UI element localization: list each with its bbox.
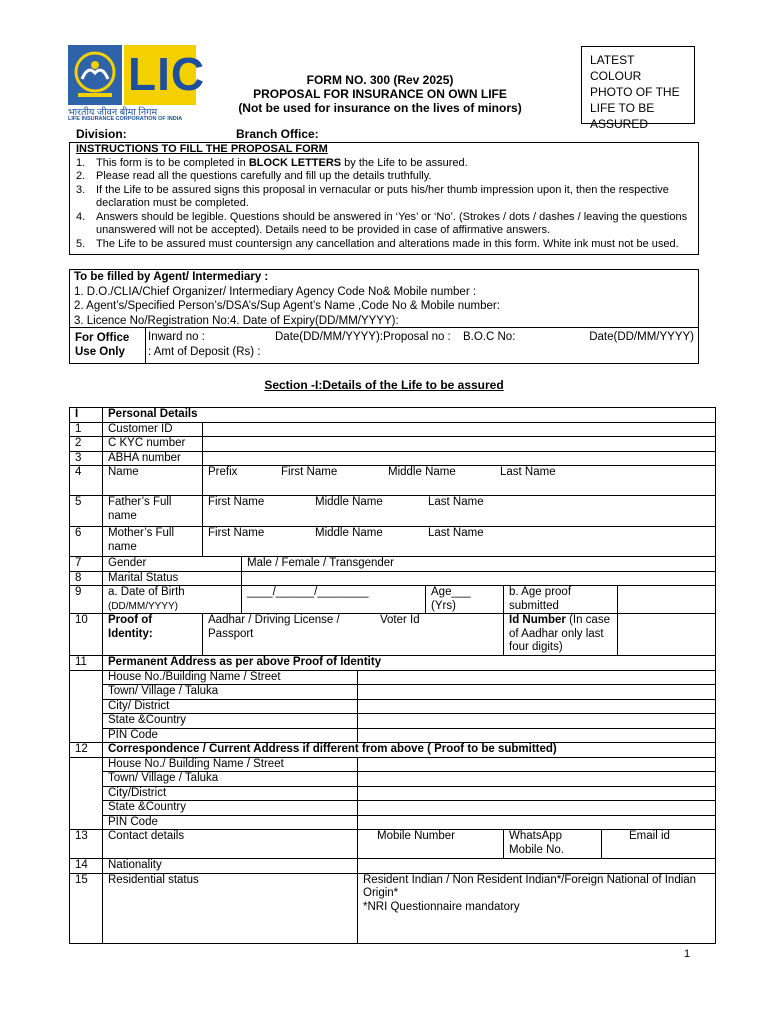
instruction-item: 1. This form is to be completed in BLOCK LETTERS by the Life to be assured. (76, 156, 468, 169)
table-row: 13 Contact details Mobile Number WhatsApp Mobile No. Email id (70, 830, 716, 859)
instruction-item: 4. Answers should be legible. Questions should be answered in ‘Yes’ or ‘No’. (Strokes / dots / dashes / leaving the questions unanswered will not be accepted). Details need to be provided in case of affirmative answers. (76, 210, 688, 236)
instruction-item: 5. The Life to be assured must countersign any cancellation and alterations made in this form. White ink must not be used. (76, 237, 679, 250)
corr-house-field[interactable] (358, 757, 716, 772)
page-number: 1 (684, 948, 691, 960)
section-title: Section -I:Details of the Life to be assured (264, 378, 504, 392)
office-use-fields[interactable] (148, 330, 694, 359)
table-row: PIN Code (70, 728, 716, 743)
table-row: State &Country (70, 801, 716, 816)
table-row: 6 Mother’s Full name First Name Middle Name Last Name (70, 527, 716, 557)
dob-field[interactable]: ____/______/________ (242, 586, 426, 614)
lic-hindi-name: भारतीय जीवन बीमा निगम (68, 107, 158, 118)
table-row: Town/ Village / Taluka (70, 772, 716, 787)
mother-name-field[interactable]: First Name Middle Name Last Name (203, 527, 716, 557)
email-field[interactable]: Email id (602, 830, 716, 859)
lic-wordmark-block (124, 45, 206, 105)
corr-town-field[interactable] (358, 772, 716, 787)
abha-field[interactable] (203, 451, 716, 466)
instructions-box (69, 142, 699, 255)
boc-no-label: B.O.C No: (463, 331, 516, 343)
lic-logo (68, 45, 206, 122)
corr-city-field[interactable] (358, 786, 716, 801)
form-number: FORM NO. 300 (Rev 2025) (306, 73, 454, 87)
lic-wordmark: LIC (128, 48, 206, 100)
gender-field[interactable]: Male / Female / Transgender (242, 557, 716, 572)
age-field[interactable]: Age___ (Yrs) (426, 586, 504, 614)
table-row: PIN Code (70, 815, 716, 830)
table-row: 8 Marital Status (70, 571, 716, 586)
agent-line-3[interactable]: 3. Licence No/Registration No:4. Date of Expiry(DD/MM/YYYY): (74, 314, 399, 327)
corr-state-field[interactable] (358, 801, 716, 816)
inward-no-label: Inward no : (148, 331, 205, 343)
lic-emblem-icon (68, 45, 122, 105)
agent-box (69, 269, 699, 328)
personal-details-table (69, 407, 715, 944)
agent-line-2[interactable]: 2. Agent’s/Specified Person’s/DSA’s/Sup Agent’s Name ,Code No & Mobile number: (74, 300, 500, 312)
instruction-item: 3. If the Life to be assured signs this proposal in vernacular or puts his/her thumb impression upon it, then the respective declaration must be completed. (76, 183, 669, 209)
id-number-field[interactable] (618, 614, 716, 656)
instruction-item: 2. Please read all the questions carefully and fill up the details truthfully. (76, 170, 432, 182)
table-row: 11 Permanent Address as per above Proof of Identity (70, 656, 716, 671)
whatsapp-field[interactable]: WhatsApp Mobile No. (504, 830, 602, 859)
nationality-field[interactable] (358, 859, 716, 874)
lic-english-name: LIFE INSURANCE CORPORATION OF INDIA (68, 116, 183, 122)
division-label: Division: (76, 127, 127, 141)
form-title: PROPOSAL FOR INSURANCE ON OWN LIFE (253, 87, 507, 101)
table-row: 12 Correspondence / Current Address if different from above ( Proof to be submitted) (70, 743, 716, 758)
age-proof-field[interactable] (618, 586, 716, 614)
agent-title: To be filled by Agent/ Intermediary : (74, 271, 269, 283)
table-row: 5 Father’s Full name First Name Middle Name Last Name (70, 496, 716, 527)
table-row: 14 Nationality (70, 859, 716, 874)
father-name-field[interactable]: First Name Middle Name Last Name (203, 496, 716, 527)
table-row: 2 C KYC number (70, 437, 716, 452)
marital-status-field[interactable] (242, 571, 716, 586)
table-row: City/ District (70, 699, 716, 714)
table-row: 10 Proof of Identity: Aadhar / Driving License / Voter Id Passport Id Number (In case of Aadhar only last four digits) (70, 614, 716, 656)
table-row: Town/ Village / Taluka (70, 685, 716, 700)
mobile-number-field[interactable]: Mobile Number (358, 830, 504, 859)
corr-pin-field[interactable] (358, 815, 716, 830)
identity-proof-field[interactable]: Aadhar / Driving License / Voter Id Passport (203, 614, 504, 656)
office-use-label: For Office Use Only (70, 328, 146, 363)
perm-house-field[interactable] (358, 670, 716, 685)
office-use-box (69, 328, 699, 364)
perm-pin-field[interactable] (358, 728, 716, 743)
table-row: 3 ABHA number (70, 451, 716, 466)
proposal-date-label: Date(DD/MM/YYYY):Proposal no : (275, 331, 451, 343)
customer-id-field[interactable] (203, 422, 716, 437)
table-row: State &Country (70, 714, 716, 729)
table-row: 9 a. Date of Birth (DD/MM/YYYY) ____/______/________ Age___ (Yrs) b. Age proof submitted (70, 586, 716, 614)
table-row: House No./Building Name / Street (70, 670, 716, 685)
table-header-row: I Personal Details (70, 408, 716, 423)
perm-city-field[interactable] (358, 699, 716, 714)
residential-status-field[interactable]: Resident Indian / Non Resident Indian*/Foreign National of Indian Origin* *NRI Questionnaire mandatory (358, 873, 716, 943)
table-row: 15 Residential status Resident Indian / Non Resident Indian*/Foreign National of Indian Origin* *NRI Questionnaire mandatory (70, 873, 716, 943)
table-row: City/District (70, 786, 716, 801)
form-title-block (230, 73, 530, 115)
table-row: House No./ Building Name / Street (70, 757, 716, 772)
perm-state-field[interactable] (358, 714, 716, 729)
agent-line-1[interactable]: 1. D.O./CLIA/Chief Organizer/ Intermediary Agency Code No& Mobile number : (74, 285, 477, 298)
boc-date-label: Date(DD/MM/YYYY) (589, 331, 694, 343)
photo-box[interactable]: LATEST COLOUR PHOTO OF THE LIFE TO BE ASSURED (581, 46, 695, 124)
branch-office-label: Branch Office: (236, 127, 319, 141)
table-row: 4 Name Prefix First Name Middle Name Last Name (70, 466, 716, 496)
table-row: 1 Customer ID (70, 422, 716, 437)
perm-town-field[interactable] (358, 685, 716, 700)
deposit-amount-label: : Amt of Deposit (Rs) : (148, 345, 261, 358)
table-row: 7 Gender Male / Female / Transgender (70, 557, 716, 572)
form-subtitle: (Not be used for insurance on the lives of minors) (238, 101, 522, 115)
instructions-title: INSTRUCTIONS TO FILL THE PROPOSAL FORM (76, 143, 328, 155)
ckyc-field[interactable] (203, 437, 716, 452)
name-field[interactable]: Prefix First Name Middle Name Last Name (203, 466, 716, 496)
